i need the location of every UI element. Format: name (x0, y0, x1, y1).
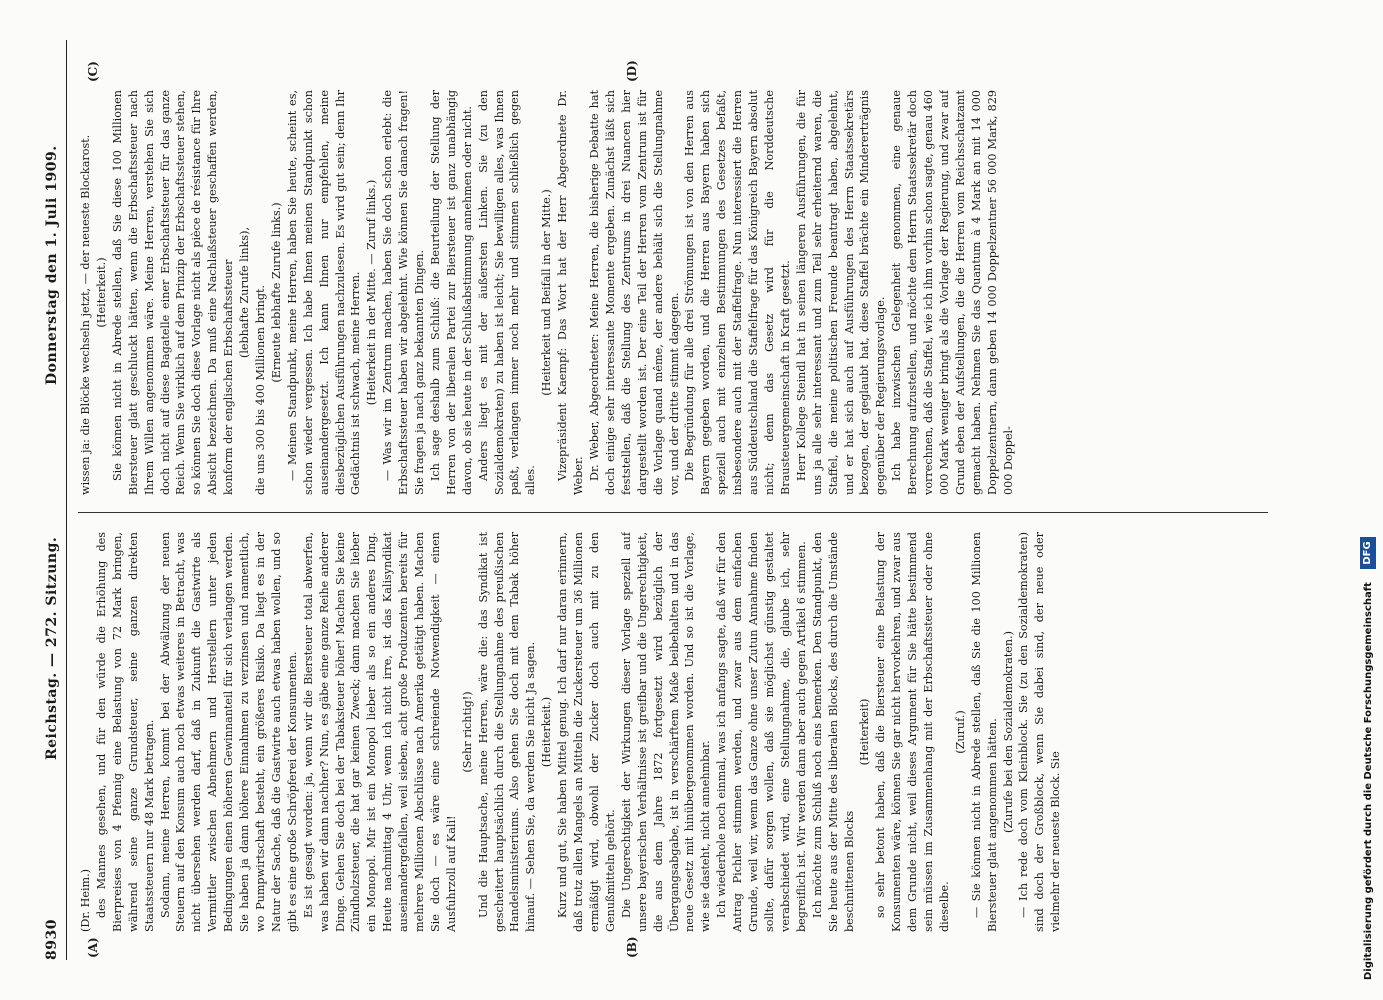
interjection: (Sehr richtig!) (460, 691, 474, 773)
paragraph: Die Begründung für alle drei Strömungen ist von den Herren aus Bayern gegeben worden, und die Herren aus Bayern haben sich speziell auch mit einzelnen Bestimmungen des Gesetzes befaßt, insbesondere auch mit der Staffelfrage. Nun interessiert die Herren aus Süddeutschland die Staffelfrage für das Königreich Bayern absolut nicht; denn das Gesetz wird für die Norddeutsche Brausteuergemeinschaft in Kraft gesetzt. (683, 90, 792, 495)
interjection: (Zurufe bei den Sozialdemokraten.) (1001, 631, 1015, 833)
interjection: (Heiterkeit und Beifall in der Mitte.) (540, 189, 554, 396)
interjection: (Erneute lebhafte Zurufe links.) (269, 202, 283, 383)
paragraph: Ich möchte zum Schluß noch eins bemerken. Den Standpunkt, den Sie heute aus der Mitte des liberalen Blocks, des durch die Umstände beschnittenen Blocks (810, 532, 856, 932)
column-divider (78, 512, 1268, 513)
digitization-sidebar (1356, 20, 1382, 980)
page-header (40, 40, 67, 960)
interjection: (Heiterkeit) (858, 698, 872, 766)
page-number: 8930 (44, 919, 60, 960)
margin-mark-c: (C) (86, 61, 100, 82)
interjection: (Heiterkeit.) (540, 696, 554, 768)
interjection: (Zuruf.) (953, 710, 967, 754)
paragraph: Ich habe inzwischen Gelegenheit genommen, eine genaue Berechnung aufzustellen, und möchte dem Herrn Staatssekretär doch vorrechnen, daß die Staffel, wie ich ihm vorhin schon sagte, genau 460 000 Mark weniger bringt als die Vorlage der Regierung, und zwar auf Grund eben der Aufstellungen, die die Herren vom Reichsschatzamt gemacht haben. Nehmen Sie das Quantum à 4 Mark an mit 14 000 Doppelzentnern, dann geben 14 000 Doppelzentner 56 000 Mark, 829 000 Doppel- (890, 90, 1015, 495)
margin-mark-b: (B) (625, 936, 639, 958)
interjection: (Heiterkeit in der Mitte. — Zuruf links.) (365, 179, 379, 406)
paragraph: — Ich rede doch vom Kleinblock. Sie (zu den Sozialdemokraten) sind doch der Großblock, wenn Sie dabei sind, der neue oder vielmehr der neueste Block. Sie (1017, 532, 1063, 932)
speaker-intro: Vizepräsident Kaempf: Das Wort hat der Herr Abgeordnete Dr. Weber. (556, 90, 586, 495)
dfg-logo: DFG (1360, 537, 1376, 568)
left-text-column (78, 532, 1268, 932)
paragraph: Dr. Weber, Abgeordneter: Meine Herren, die bisherige Debatte hat doch einige sehr interessante Momente ergeben. Zunächst läßt sich feststellen, daß die Stellung des Zentrums in drei Nuancen hier dargestellt worden ist. Der eine Teil der Herren vom Zentrum ist für die Vorlage quand même, der andere behält sich die Stellungnahme vor, und der dritte stimmt dagegen. (588, 90, 681, 495)
paragraph: Kurz und gut, Sie haben Mittel genug. Ich darf nur daran erinnern, daß trotz allen Mangels an Mitteln die Zuckersteuer um 36 Millionen ermäßigt wird, obwohl der Zucker doch auch mit zu den Genußmitteln gehört. (556, 532, 617, 932)
paragraph: Und die Hauptsache, meine Herren, wäre die: das Syndikat ist gescheitert hauptsächlich durch die Stellungnahme des preußischen Handelsministeriums. Also gehen Sie doch mit dem Tabak höher hinauf. — Sehen Sie, da werden Sie nicht Ja sagen. (476, 532, 538, 932)
sidebar-credit-text: Digitalisierung gefördert durch die Deutsche Forschungsgemeinschaft (1363, 582, 1374, 980)
header-title-right: Donnerstag den 1. Juli 1909. (44, 145, 60, 385)
margin-mark-a: (A) (86, 937, 100, 958)
interjection: (Heiterkeit.) (94, 257, 108, 328)
speaker-label: (Dr. Heim.) (79, 868, 92, 932)
paragraph: so sehr betont haben, daß die Biersteuer eine Belastung der Konsumenten wäre, können Sie gar nicht hervorkehren, und zwar aus dem Grunde nicht, weil dieses Argument für Sie hätte bestimmend sein müssen im Zusammenhang mit der Erbschaftssteuer oder ohne dieselbe. (874, 532, 951, 932)
paragraph: Ich sage deshalb zum Schluß: die Beurteilung der Stellung der Herren von der liberalen Partei zur Biersteuer ist ganz unabhängig davon, ob sie heute in der Schlußabstimmung annehmen oder nicht. (428, 90, 474, 495)
paragraph: — Sie können nicht in Abrede stellen, daß Sie die 100 Millionen Biersteuer glatt angenommen hätten. (969, 532, 999, 932)
paragraph: Es ist gesagt worden: ja, wenn wir die Biersteuer total abwerfen, was haben wir dann nachher? Nun, es gäbe eine ganze Reihe anderer Dinge. Gehen Sie doch bei der Tabaksteuer höher! Machen Sie keine Zündholzsteuer, die hat gar keinen Zweck; dann machen Sie lieber ein Monopol. Mir ist ein Monopol lieber als so ein anderes Ding. Heute nachmittag 4 Uhr, wenn ich nicht irre, ist das Kalisyndikat auseinandergefallen, weil sieben, acht große Produzenten bereits für mehrere Millionen Abschlüsse nach Amerika getätigt haben. Machen Sie doch — es wäre eine schreiende Notwendigkeit — einen Ausfuhrzoll auf Kali! (301, 532, 458, 932)
paragraph: — Was wir im Zentrum machen, haben Sie doch schon erlebt: die Erbschaftssteuer haben wir abgelehnt. Wie können Sie danach fragen! Sie fragen ja nach ganz bekannten Dingen. (381, 90, 427, 495)
paragraph: Ich wiederhole noch einmal, was ich anfangs sagte, daß wir für den Antrag Pichler stimmen werden, und zwar aus dem einfachen Grunde, weil wir, wenn das Ganze ohne unser Zutun Annahme finden sollte, dafür sorgen wollen, daß sie möglichst günstig gestaltet verabschiedet wird, eine Stellungnahme, die, glaube ich, sehr begreiflich ist. Wir werden dann aber auch gegen Artikel 6 stimmen. (715, 532, 808, 932)
margin-mark-d: (D) (625, 60, 639, 82)
paragraph: des Mannes gesehen, und für den würde die Erhöhung des Bierpreises von 4 Pfennig eine Belastung von 72 Mark bringen, während seine ganze Grundsteuer, seine ganzen direkten Staatssteuern nur 48 Mark betragen. (94, 532, 156, 932)
paragraph: die uns 300 bis 400 Millionen bringt. (253, 284, 267, 495)
paragraph: Sodann, meine Herren, kommt bei der Abwälzung der neuen Steuern auf den Konsum auch noch etwas weiteres in Betracht, was nicht übersehen werden darf, daß in Zukunft die Gastwirte als Vermittler zwischen Abnehmern und Herstellern unter jeden Bedingungen einen höheren Gewinnanteil für sich verlangen werden. Sie haben ja dann höhere Einnahmen zu verzinsen und namentlich, wo Pumpwirtschaft besteht, ein größeres Risiko. Da liegt es in der Natur der Sache, daß die Gastwirte auch etwas haben wollen, und so gibt es eine große Schröpferei der Konsumenten. (158, 532, 299, 932)
paragraph: Anders liegt es mit der äußersten Linken. Sie (zu den Sozialdemokraten) zu haben ist leicht; Sie bewilligen alles, was Ihnen paßt, verlangen immer noch mehr und stimmen schließlich gegen alles. (476, 90, 538, 495)
paragraph: Sie können nicht in Abrede stellen, daß Sie diese 100 Millionen Biersteuer glatt geschluckt hätten, wenn die Erbschaftssteuer nach Ihrem Willen angenommen wäre. Meine Herren, verstehen Sie sich doch nicht auf diese Bagatelle einer Erbschaftssteuer für das ganze Reich. Wenn Sie wirklich auf dem Prinzip der Erbschaftssteuer stehen, so können Sie doch diese Vorlage nicht als pièce de résistance für Ihre Absicht bezeichnen. Da muß eine Nachlaßsteuer geschaffen werden, konform der englischen Erbschaftssteuer (110, 90, 236, 495)
paragraph: — Meinen Standpunkt, meine Herren, haben Sie heute, scheint es, schon wieder vergessen. Ich habe Ihnen meinen Standpunkt schon auseinandergesetzt. Ich kann Ihnen nur empfehlen, meine diesbezüglichen Ausführungen nachzulesen. Es wird gut sein; denn Ihr Gedächtnis ist schwach, meine Herren. (285, 90, 363, 495)
interjection: (lebhafte Zurufe links), (238, 226, 252, 359)
sidebar-credit (1356, 20, 1382, 980)
header-title-left: Reichstag. — 272. Sitzung. (44, 536, 60, 760)
paragraph: Herr Kollege Steindl hat in seinen längeren Ausführungen, die für uns ja alle sehr interessant und zum Teil sehr erheiternd waren, die Staffel, die meine politischen Freunde beantragt haben, abgelehnt, und er hat sich auch auf Ausführungen des Herrn Staatssekretärs bezogen, der geglaubt hat, diese Staffel brächte ein Mindererträgnis gegenüber der Regierungsvorlage. (794, 90, 888, 495)
paragraph: wissen ja: die Blöcke wechseln jetzt, — der neueste Blockarost. (79, 134, 92, 495)
right-text-column (78, 90, 1268, 495)
paragraph: Die Ungerechtigkeit der Wirkungen dieser Vorlage speziell auf unsere bayerischen Verhältnisse ist greifbar und die Ungerechtigkeit, die aus dem Jahre 1872 fortgesetzt wird bezüglich der Übergangsabgabe, ist in verschärftem Maße beibehalten und in das neue Gesetz mit hinübergenommen worden. Und so ist die Vorlage, wie sie dasteht, nicht annehmbar. (619, 532, 713, 932)
